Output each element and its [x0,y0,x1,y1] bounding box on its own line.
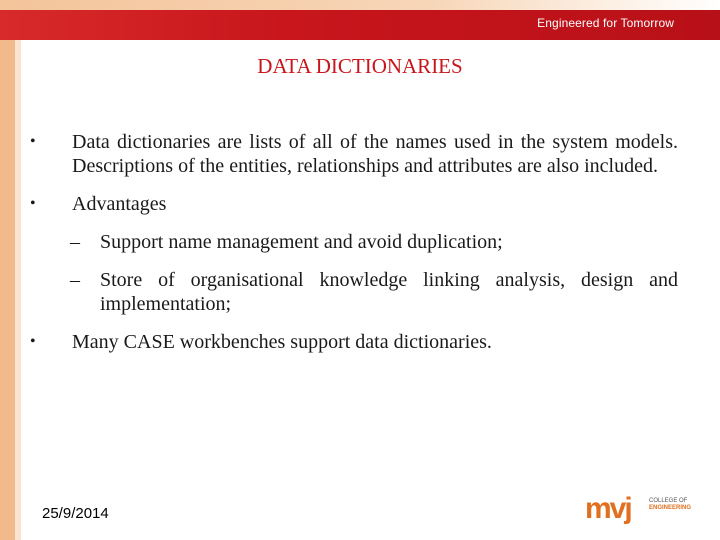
logo-mark: mvj [585,492,631,525]
bullet-item [28,330,678,354]
slide-content [28,130,678,368]
slide-title: DATA DICTIONARIES [257,54,463,78]
left-accent-stripe [15,30,21,540]
sub-bullet-item [70,268,678,316]
header-tagline: Engineered for Tomorrow [537,16,674,30]
dash-icon: – [70,231,80,253]
logo-caption-line1: COLLEGE OF [649,498,688,504]
sub-bullet-item [70,230,678,254]
college-logo [585,492,705,528]
footer-date: 25/9/2014 [42,505,109,522]
bullet-icon: • [30,133,36,150]
sub-bullet-text: Store of organisational knowledge linking analysis, design and implementation; [100,269,678,315]
bullet-item [28,130,678,178]
sub-bullet-text: Support name management and avoid duplication; [100,231,503,253]
logo-caption-line2: ENGINEERING [649,505,692,511]
bullet-text: Many CASE workbenches support data dictionaries. [72,331,492,353]
bullet-text: Data dictionaries are lists of all of the names used in the system models. Descriptions of the entities, relationships and attributes are also included. [72,131,678,177]
dash-icon: – [70,269,80,291]
header-band [0,0,720,42]
bullet-icon: • [30,195,36,212]
bullet-icon: • [30,333,36,350]
left-accent-bar [0,0,15,540]
bullet-item [28,192,678,216]
bullet-text: Advantages [72,193,167,215]
logo-caption [649,498,691,512]
